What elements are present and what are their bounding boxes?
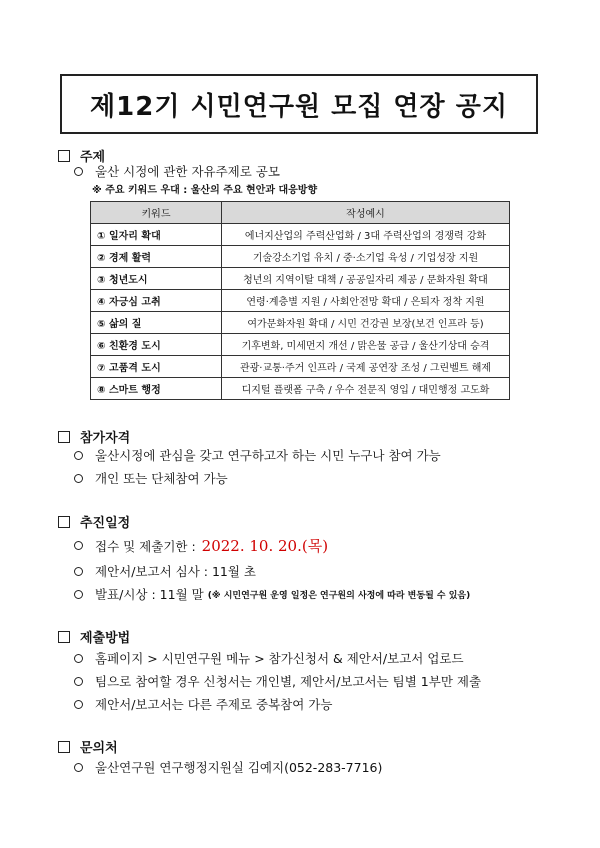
schedule-review bbox=[74, 562, 256, 580]
announce-note: (※ 시민연구원 운영 일정은 연구원의 사정에 따라 변동될 수 있음) bbox=[207, 590, 471, 601]
square-bullet-icon bbox=[58, 631, 70, 643]
topic-bullet-text: 울산 시정에 관한 자유주제로 공모 bbox=[95, 164, 280, 179]
schedule-announce bbox=[74, 585, 470, 603]
method-bullet-text: 홈페이지 > 시민연구원 메뉴 > 참가신청서 & 제안서/보고서 업로드 bbox=[95, 651, 464, 666]
keyword-cell: ⑤ 삶의 질 bbox=[91, 312, 222, 334]
table-row bbox=[91, 246, 510, 268]
table-row bbox=[91, 312, 510, 334]
example-cell: 여가문화자원 확대 / 시민 건강권 보장(보건 인프라 등) bbox=[222, 312, 510, 334]
section-method-label: 제출방법 bbox=[80, 631, 131, 646]
topic-bullet bbox=[74, 162, 280, 180]
example-cell: 연령·계층별 지원 / 사회안전망 확대 / 은퇴자 정착 지원 bbox=[222, 290, 510, 312]
circle-bullet-icon bbox=[74, 474, 83, 483]
section-contact-label: 문의처 bbox=[80, 741, 118, 756]
keyword-cell: ⑧ 스마트 행정 bbox=[91, 378, 222, 400]
circle-bullet-icon bbox=[74, 763, 83, 772]
circle-bullet-icon bbox=[74, 700, 83, 709]
keyword-cell: ③ 청년도시 bbox=[91, 268, 222, 290]
table-row bbox=[91, 268, 510, 290]
method-bullet bbox=[74, 695, 332, 713]
eligibility-bullet bbox=[74, 446, 441, 464]
table-row bbox=[91, 224, 510, 246]
section-schedule-label: 추진일정 bbox=[80, 516, 131, 531]
keyword-table bbox=[90, 201, 510, 400]
example-cell: 청년의 지역이탈 대책 / 공공일자리 제공 / 문화자원 확대 bbox=[222, 268, 510, 290]
circle-bullet-icon bbox=[74, 677, 83, 686]
circle-bullet-icon bbox=[74, 451, 83, 460]
square-bullet-icon bbox=[58, 516, 70, 528]
deadline-value: 2022. 10. 20.(목) bbox=[201, 537, 329, 555]
table-row bbox=[91, 356, 510, 378]
eligibility-bullet-text: 울산시정에 관심을 갖고 연구하고자 하는 시민 누구나 참여 가능 bbox=[95, 448, 441, 463]
keyword-cell: ⑥ 친환경 도시 bbox=[91, 334, 222, 356]
eligibility-bullet-text: 개인 또는 단체참여 가능 bbox=[95, 471, 228, 486]
section-eligibility-heading bbox=[58, 427, 130, 446]
square-bullet-icon bbox=[58, 431, 70, 443]
circle-bullet-icon bbox=[74, 567, 83, 576]
keyword-cell: ② 경제 활력 bbox=[91, 246, 222, 268]
schedule-deadline bbox=[74, 535, 328, 556]
announce-text: 발표/시상 : 11월 말 bbox=[95, 587, 204, 602]
square-bullet-icon bbox=[58, 150, 70, 162]
circle-bullet-icon bbox=[74, 167, 83, 176]
review-text: 제안서/보고서 심사 : 11월 초 bbox=[95, 564, 256, 579]
keyword-note: ※ 주요 키워드 우대 : 울산의 주요 현안과 대응방향 bbox=[92, 185, 318, 196]
table-row bbox=[91, 378, 510, 400]
method-bullet bbox=[74, 649, 464, 667]
section-topic-label: 주제 bbox=[80, 150, 106, 165]
method-bullet-text: 팀으로 참여할 경우 신청서는 개인별, 제안서/보고서는 팀별 1부만 제출 bbox=[95, 674, 482, 689]
contact-bullet-text: 울산연구원 연구행정지원실 김예지(052-283-7716) bbox=[95, 760, 383, 775]
section-eligibility-label: 참가자격 bbox=[80, 431, 131, 446]
table-row bbox=[91, 290, 510, 312]
keyword-cell: ① 일자리 확대 bbox=[91, 224, 222, 246]
keyword-cell: ⑦ 고품격 도시 bbox=[91, 356, 222, 378]
table-header-row bbox=[91, 202, 510, 224]
circle-bullet-icon bbox=[74, 654, 83, 663]
page-title: 제12기 시민연구원 모집 연장 공지 bbox=[60, 74, 538, 134]
example-cell: 관광·교통·주거 인프라 / 국제 공연장 조성 / 그린벨트 해제 bbox=[222, 356, 510, 378]
table-header-keyword: 키워드 bbox=[91, 202, 222, 224]
keyword-cell: ④ 자긍심 고취 bbox=[91, 290, 222, 312]
deadline-label: 접수 및 제출기한 : bbox=[95, 538, 196, 554]
section-contact-heading bbox=[58, 737, 118, 756]
example-cell: 에너지산업의 주력산업화 / 3대 주력산업의 경쟁력 강화 bbox=[222, 224, 510, 246]
example-cell: 기후변화, 미세먼지 개선 / 맑은물 공급 / 울산기상대 승격 bbox=[222, 334, 510, 356]
method-bullet-text: 제안서/보고서는 다른 주제로 중복참여 가능 bbox=[95, 697, 333, 712]
square-bullet-icon bbox=[58, 741, 70, 753]
example-cell: 디지털 플랫폼 구축 / 우수 전문직 영입 / 대민행정 고도화 bbox=[222, 378, 510, 400]
example-cell: 기술강소기업 유치 / 중·소기업 육성 / 기업성장 지원 bbox=[222, 246, 510, 268]
section-method-heading bbox=[58, 627, 130, 646]
table-row bbox=[91, 334, 510, 356]
method-bullet bbox=[74, 672, 481, 690]
eligibility-bullet bbox=[74, 469, 228, 487]
circle-bullet-icon bbox=[74, 590, 83, 599]
circle-bullet-icon bbox=[74, 541, 83, 550]
contact-bullet bbox=[74, 758, 382, 776]
table-header-example: 작성예시 bbox=[222, 202, 510, 224]
section-schedule-heading bbox=[58, 512, 130, 531]
